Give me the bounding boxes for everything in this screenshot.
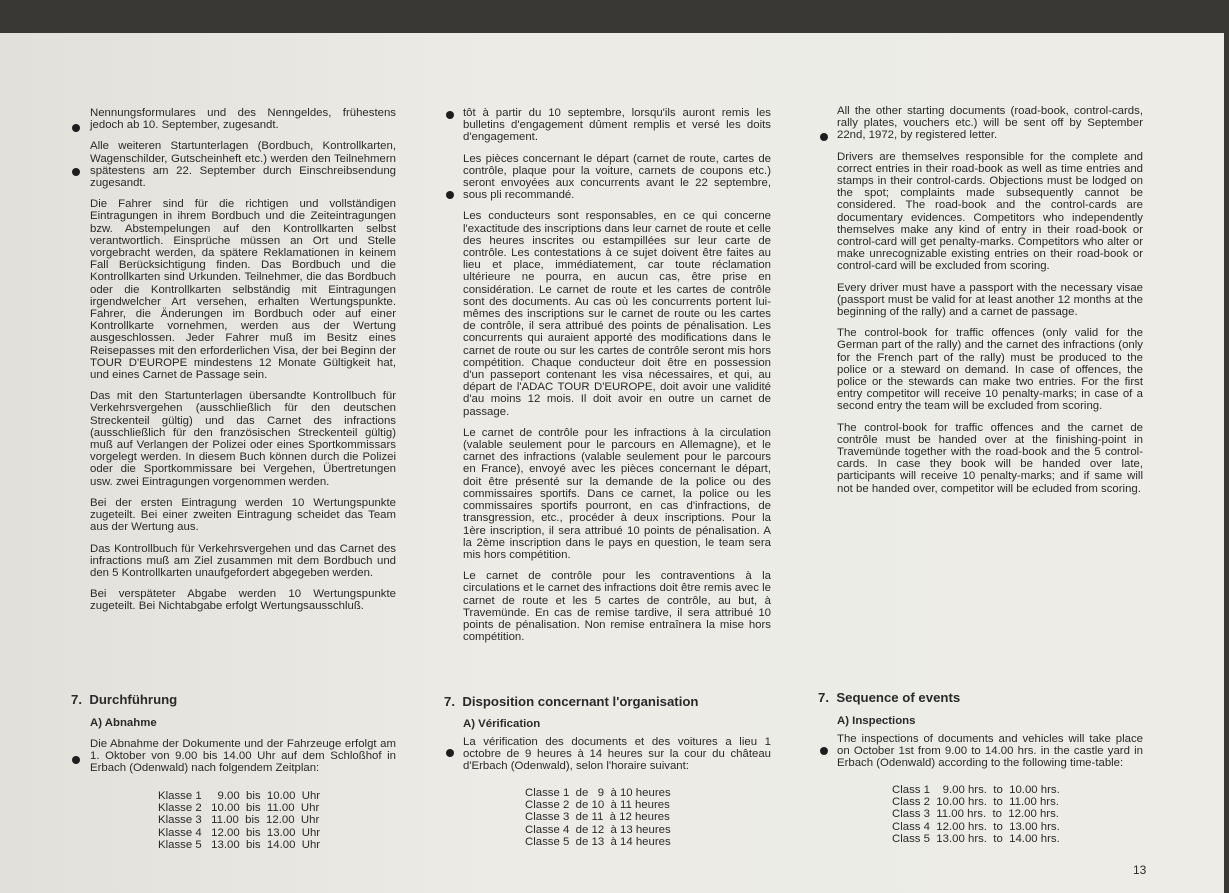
paragraph: Bei verspäteter Abgabe werden 10 Wertungspunkte zugeteilt. Bei Nichtabgabe erfolgt Wertungsausschluß. [90,588,396,613]
schedule-row: Classe 4 de 12 à 13 heures [525,823,671,836]
margin-bullet [820,133,828,141]
intro-paragraph: La vérification des documents et des voitures a lieu 1 octobre de 9 heures à 14 heures sur la cour du château d'Erbach (Odenwald), selon l'horaire suivant: [463,736,771,773]
schedule-row: Class 3 11.00 hrs. to 12.00 hrs. [892,808,1059,821]
paragraph: Bei der ersten Eintragung werden 10 Wertungspunkte zugeteilt. Bei einer zweiten Eintragung scheidet das Team aus der Wertung aus. [90,496,396,534]
section-heading: 7. Sequence of events [818,690,961,705]
intro-paragraph: Die Abnahme der Dokumente und der Fahrzeuge erfolgt am 1. Oktober von 9.00 bis 14.00 Uhr auf dem Schloßhof in Erbach (Odenwald) nach folgendem Zeitplan: [90,738,396,775]
schedule-table [158,790,320,851]
schedule-row: Class 5 13.00 hrs. to 14.00 hrs. [892,832,1060,845]
subheading: A) Abnahme [90,717,157,729]
document-page [0,33,1224,893]
column-german [90,107,396,622]
paragraph: Le carnet de contrôle pour les infractions à la circulation (valable seulement pour le parcours en Allemagne), et le carnet des infractions (valable seulement pour le parcours en France), envoyé avec les pièces concernant le départ, doit être présenté sur la demande de la police ou des commissaires sportifs. Dans ce carnet, la police ou les commissaires sportifs pourront, en cas d'infractions, de transgression, etc., procéder à deux inscriptions. Pour la 1ère inscription, il sera attribué 10 points de pénalisation. A la 2ème inscription dans le pays en question, le team sera mis hors compétition. [463,426,771,561]
column-french [463,107,771,652]
paragraph: Drivers are themselves responsible for the complete and correct entries in their road-book as well as time entries and stamps in their control-cards. Objections must be lodged on the spot; complaints made subsequently cannot be considered. The road-book and the control-cards are documentary evidences. Competitors who independently themselves make any kind of entry in their road-book or control-card will get penalty-marks. Competitors who alter or make unrecognizable existing entries on their road-book or control-card will be excluded from scoring. [837,150,1143,273]
paragraph: All the other starting documents (road-book, control-cards, rally plates, vouchers etc.) will be sent off by September 22nd, 1972, by registered letter. [837,105,1143,142]
schedule-row: Klasse 2 10.00 bis 11.00 Uhr [158,802,320,815]
schedule-row: Classe 3 de 11 à 12 heures [525,811,670,824]
intro-paragraph: The inspections of documents and vehicles will take place on October 1st from 9.00 to 14.00 hrs. in the castle yard in Erbach (Odenwald) according to the following time-table: [837,733,1143,770]
page-number: 13 [1133,863,1147,877]
paragraph: Every driver must have a passport with the necessary visae (passport must be valid for at least another 12 months at the beginning of the rally) and a carnet de passage. [837,281,1143,319]
paragraph: Le carnet de contrôle pour les contraventions à la circulations et le carnet des infractions doit être remis avec le carnet de route et les 5 cartes de contrôle, au but, à Travemünde. En cas de remise tardive, il sera attribué 10 points de pénalisation. Non remise entraînera la mise hors compétition. [463,570,771,644]
schedule-row: Klasse 4 12.00 bis 13.00 Uhr [158,826,321,839]
schedule-table [525,787,671,848]
margin-bullet [820,747,828,755]
schedule-row: Klasse 1 9.00 bis 10.00 Uhr [158,790,321,802]
schedule-row: Class 2 10.00 hrs. to 11.00 hrs. [892,796,1059,809]
column-english [837,105,1143,504]
schedule-row: Class 4 12.00 hrs. to 13.00 hrs. [892,820,1060,833]
margin-bullet [72,124,80,132]
paragraph: Das mit den Startunterlagen übersandte Kontrollbuch für Verkehrsvergehen (ausschließlich für den deutschen Streckenteil gültig) und das Carnet des infractions (ausschließlich für den französischen Streckenteil gültig) muß auf Verlangen der Polizei oder eines Sportkommissars vorgelegt werden. In diesem Buch können durch die Polizei oder die Sportkommissare bei Vergehen, Übertretungen usw. zwei Eintragungen vorgenommen werden. [90,390,396,488]
margin-bullet [72,168,80,176]
paragraph: The control-book for traffic offences (only valid for the German part of the rally) and the carnet des infractions (only for the French part of the rally) must be produced to the police or a steward on demand. In case of offences, the police or the stewards can make two entries. For the first entry competitor will receive 10 penalty-marks; in case of a second entry the team will be excluded from scoring. [837,327,1143,413]
paragraph: Nennungsformulares und des Nenngeldes, frühestens jedoch ab 10. September, zugesandt. [90,107,396,132]
schedule-row: Klasse 5 13.00 bis 14.00 Uhr [158,838,321,851]
margin-bullet [72,756,80,764]
schedule-table [892,784,1060,845]
section-heading: 7. Durchführung [71,692,178,707]
subheading: A) Inspections [837,715,916,727]
margin-bullet [446,749,454,757]
margin-bullet [446,111,454,119]
paragraph: Les pièces concernant le départ (carnet de route, cartes de contrôle, plaque pour la voiture, carnets de coupons etc.) seront envoyées aux concurrents avant le 22 septembre, sous pli recommandé. [463,152,771,202]
paragraph: Les conducteurs sont responsables, en ce qui concerne l'exactitude des inscriptions dans leur carnet de route et celle des heures inscrites ou estampillées sur leur carte de contrôle. Les contestations à ce sujet doivent être faites au lieu et place, immédiatement, car toute réclamation ultérieure ne pourra, en aucun cas, être prise en considération. Le carnet de route et les cartes de contrôle sont des documents. Au cas où les concurrents portent lui-mêmes des inscriptions sur le carnet de route ou les cartes de contrôle, il sera attribué des points de pénalisation. Les concurrents qui auraient apporté des modifications dans le carnet de route ou sur les cartes de contrôle seront mis hors compétition. Chaque conducteur doit être en possession d'un passeport contenant les visa nécessaires, et qui, au départ de l'ADAC TOUR D'EUROPE, doit avoir une validité d'au moins 12 mois. Il doit avoir en outre un carnet de passage. [463,210,771,418]
margin-bullet [446,191,454,199]
paragraph: Das Kontrollbuch für Verkehrsvergehen und das Carnet des infractions muß am Ziel zusammen mit dem Bordbuch und den 5 Kontrollkarten unaufgefordert abgegeben werden. [90,542,396,579]
schedule-row: Klasse 3 11.00 bis 12.00 Uhr [158,814,320,827]
paragraph: Die Fahrer sind für die richtigen und vollständigen Eintragungen in ihrem Bordbuch und die Zeiteintragungen bzw. Abstempelungen auf den Kontrollkarten selbst verantwortlich. Einsprüche müssen an Ort und Stelle vorgebracht werden, da spätere Reklamationen in keinem Fall Berücksichtigung finden. Das Bordbuch und die Kontrollkarten sind Urkunden. Teilnehmer, die das Bordbuch oder die Kontrollkarten selbständig mit Eintragungen irgendwelcher Art versehen, erhalten Wertungspunkte. Fahrer, die Änderungen im Bordbuch oder auf einer Kontrollkarte vornehmen, werden aus der Wertung ausgeschlossen. Jeder Fahrer muß im Besitz eines Reisepasses mit den erforderlichen Visa, der bei Beginn der TOUR D'EUROPE mindestens 12 Monate Gültigkeit hat, und eines Carnet de Passage sein. [90,198,396,382]
paragraph: Alle weiteren Startunterlagen (Bordbuch, Kontrollkarten, Wagenschilder, Gutscheinheft etc.) werden den Teilnehmern spätestens am 22. September durch Einschreibsendung zugesandt. [90,140,396,190]
paragraph: tôt à partir du 10 septembre, lorsqu'ils auront remis les bulletins d'engagement dûment remplis et versé les doits d'engagement. [463,107,771,144]
schedule-row: Class 1 9.00 hrs. to 10.00 hrs. [892,784,1060,796]
schedule-row: Classe 1 de 9 à 10 heures [525,787,671,799]
schedule-row: Classe 5 de 13 à 14 heures [525,835,671,848]
section-heading: 7. Disposition concernant l'organisation [444,694,699,709]
schedule-row: Classe 2 de 10 à 11 heures [525,799,670,812]
paragraph: The control-book for traffic offences and the carnet de contrôle must be handed over at the finishing-point in Travemünde together with the road-book and the 5 control-cards. In case they book will be handed over late, participants will receive 10 penalty-marks; and if same will not be handed over, competitor will be ecluded from scoring. [837,421,1143,495]
subheading: A) Vérification [463,718,541,730]
